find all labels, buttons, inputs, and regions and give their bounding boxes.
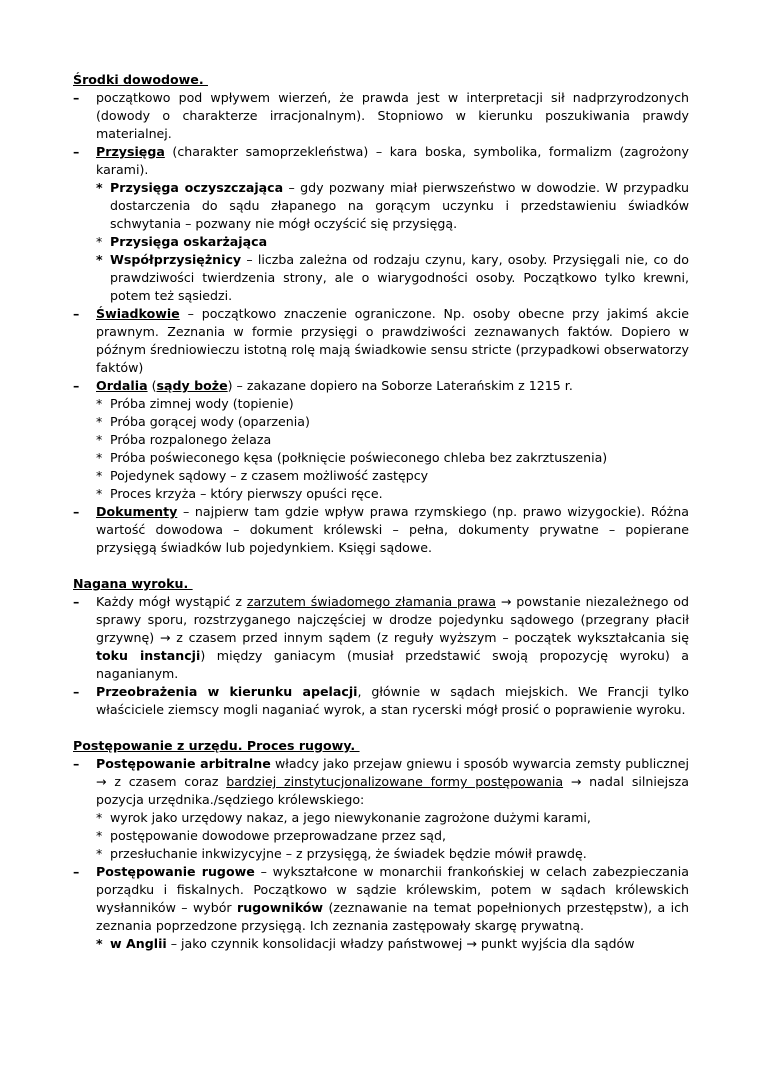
item-text: , głównie w sądach miejskich. We Francji tylko właściciele ziemscy mogli naganiać wyrok, a stan rycerski mógł prosić o poprawienie wyroku.: [96, 684, 689, 717]
sub-term: Współprzysiężnicy: [110, 252, 242, 267]
star-bullet: *: [96, 414, 103, 429]
list-item: [73, 593, 689, 683]
spacer: [73, 719, 689, 737]
sub-item: [96, 449, 689, 467]
item-text: początkowo pod wpływem wierzeń, że prawda jest w interpretacji sił nadprzyrodzonych (dowody o charakterze irracjonalnym). Stopniowo w kierunku poszukiwania prawdy materialnej.: [96, 90, 689, 141]
sub-term: Przysięga oskarżająca: [110, 234, 268, 249]
list-item: [73, 89, 689, 143]
underlined-phrase: zarzutem świadomego złamania prawa: [246, 594, 496, 609]
sub-term: w Anglii: [110, 936, 167, 951]
star-bullet: *: [96, 234, 103, 249]
bold-term: Przeobrażenia w kierunku apelacji: [96, 684, 358, 699]
sub-item: [96, 809, 689, 827]
sub-text: przesłuchanie inkwizycyjne – z przysięgą, że świadek będzie mówił prawdę.: [110, 846, 587, 861]
item-text: (charakter samoprzekleństwa) – kara boska, symbolika, formalizm (zagrożony karami).: [96, 144, 689, 177]
star-bullet: *: [96, 450, 103, 465]
dash-bullet: –: [73, 306, 80, 321]
sub-item: [96, 233, 689, 251]
dash-bullet: –: [73, 378, 80, 393]
sub-item: [96, 179, 689, 233]
sub-item: [96, 845, 689, 863]
sub-item: [96, 395, 689, 413]
section-heading-postepowanie-z-urzedu: Postępowanie z urzędu. Proces rugowy.: [73, 738, 360, 753]
sub-text: Próba poświeconego kęsa (połknięcie poświeconego chleba bez zakrztuszenia): [110, 450, 608, 465]
list-item: [73, 377, 689, 503]
sub-text: Próba zimnej wody (topienie): [110, 396, 294, 411]
sub-item: [96, 413, 689, 431]
section-heading-srodki-dowodowe: Środki dowodowe.: [73, 72, 208, 87]
bold-term: Postępowanie arbitralne: [96, 756, 271, 771]
star-bullet: *: [96, 828, 103, 843]
sub-list: [96, 395, 689, 503]
underlined-phrase: bardziej zinstytucjonalizowane formy postępowania: [226, 774, 564, 789]
bold-term: rugowników: [236, 900, 324, 915]
star-bullet: *: [96, 180, 103, 195]
spacer: [73, 557, 689, 575]
list-item: [73, 683, 689, 719]
sub-text: wyrok jako urzędowy nakaz, a jego niewykonanie zagrożone dużymi karami,: [110, 810, 591, 825]
sub-list: [96, 809, 689, 863]
section-heading-nagana-wyroku: Nagana wyroku.: [73, 576, 193, 591]
list-item: [73, 305, 689, 377]
dash-bullet: –: [73, 756, 80, 771]
item-text: – początkowo znaczenie ograniczone. Np. osoby obecne przy jakimś akcie prawnym. Zeznania w formie przysięgi o prawdziwości zeznawanych faktów. Dopiero w późnym średniowieczu istotną rolę mają świadkowie sensu stricte (przypadkowi obserwatorzy faktów): [96, 306, 689, 375]
sub-item: [96, 251, 689, 305]
star-bullet: *: [96, 936, 103, 951]
item-text: – wykształcone w monarchii frankońskiej w celach zabezpieczania porządku i fiskalnych. Początkowo w sądzie królewskim, potem w sądach królewskich wysłanników – wybór: [96, 864, 690, 915]
term-przysiega: Przysięga: [96, 144, 165, 159]
star-bullet: *: [96, 486, 103, 501]
sub-item: [96, 431, 689, 449]
item-text: → nadal silniejsza pozycja urzędnika./sędziego królewskiego:: [96, 774, 690, 807]
paren-open: (: [147, 378, 157, 393]
list-item: [73, 755, 689, 863]
star-bullet: *: [96, 432, 103, 447]
term-sady-boze: sądy boże: [156, 378, 228, 393]
star-bullet: *: [96, 846, 103, 861]
list-item: [73, 143, 689, 305]
sub-item: [96, 485, 689, 503]
item-text: Każdy mógł wystąpić z: [96, 594, 247, 609]
sub-text: – liczba zależna od rodzaju czynu, kary, osoby. Przysięgali nie, co do prawdziwości twierdzenia strony, ale o wiarygodności osoby. Początkowo tylko krewni, potem też sąsiedzi.: [110, 252, 689, 303]
star-bullet: *: [96, 252, 103, 267]
dash-bullet: –: [73, 864, 80, 879]
sub-list: [96, 935, 689, 953]
item-text: ) – zakazane dopiero na Soborze Laterańskim z 1215 r.: [227, 378, 573, 393]
list-item: [73, 863, 689, 953]
item-text: → powstanie niezależnego od sprawy sporu, rozstrzyganego najczęściej w drodze pojedynku sądowego (przegrany płacił grzywnę) → z czasem przed innym sądem (z reguły wyższym – początek wykształcania się: [96, 594, 689, 645]
sub-text: Proces krzyża – który pierwszy opuści ręce.: [110, 486, 383, 501]
item-text: (zeznawanie na temat popełnionych przestępstw), a ich zeznania poprzedzone przysięgą. Ich zeznania zastępowały skargę prywatną.: [96, 900, 689, 933]
list-item: [73, 503, 689, 557]
sub-text: – gdy pozwany miał pierwszeństwo w dowodzie. W przypadku dostarczenia do sądu złapanego na gorącym uczynku i przedstawieniu świadków schwytania – pozwany nie mógł oczyścić się przysięgą.: [110, 180, 689, 231]
star-bullet: *: [96, 810, 103, 825]
item-text: ) między ganiacym (musiał przedstawić swoją propozycję wyroku) a naganianym.: [96, 648, 690, 681]
item-text: – najpierw tam gdzie wpływ prawa rzymskiego (np. prawo wizygockie). Różna wartość dowodowa – dokument królewski – pełna, dokumenty prywatne – popierane przysięgą świadków lub pojedynkiem. Księgi sądowe.: [96, 504, 689, 555]
document-page: [73, 71, 689, 953]
sub-term: Przysięga oczyszczająca: [110, 180, 284, 195]
dash-bullet: –: [73, 90, 80, 105]
bold-term: toku instancji: [96, 648, 201, 663]
item-text: władcy jako przejaw gniewu i sposób wywarcia zemsty publicznej → z czasem coraz: [96, 756, 689, 789]
dash-bullet: –: [73, 504, 80, 519]
sub-text: Próba rozpalonego żelaza: [110, 432, 272, 447]
dash-bullet: –: [73, 144, 80, 159]
term-dokumenty: Dokumenty: [96, 504, 178, 519]
bold-term: Postępowanie rugowe: [96, 864, 255, 879]
term-ordalia: Ordalia: [96, 378, 148, 393]
star-bullet: *: [96, 396, 103, 411]
sub-item: [96, 827, 689, 845]
star-bullet: *: [96, 468, 103, 483]
dash-bullet: –: [73, 594, 80, 609]
sub-text: Próba gorącej wody (oparzenia): [110, 414, 310, 429]
sub-item: [96, 935, 689, 953]
sub-item: [96, 467, 689, 485]
sub-text: Pojedynek sądowy – z czasem możliwość zastępcy: [110, 468, 429, 483]
sub-text: postępowanie dowodowe przeprowadzane przez sąd,: [110, 828, 446, 843]
sub-text: – jako czynnik konsolidacji władzy państwowej → punkt wyjścia dla sądów: [166, 936, 635, 951]
dash-bullet: –: [73, 684, 80, 699]
sub-list: [96, 179, 689, 305]
term-swiadkowie: Świadkowie: [96, 306, 180, 321]
